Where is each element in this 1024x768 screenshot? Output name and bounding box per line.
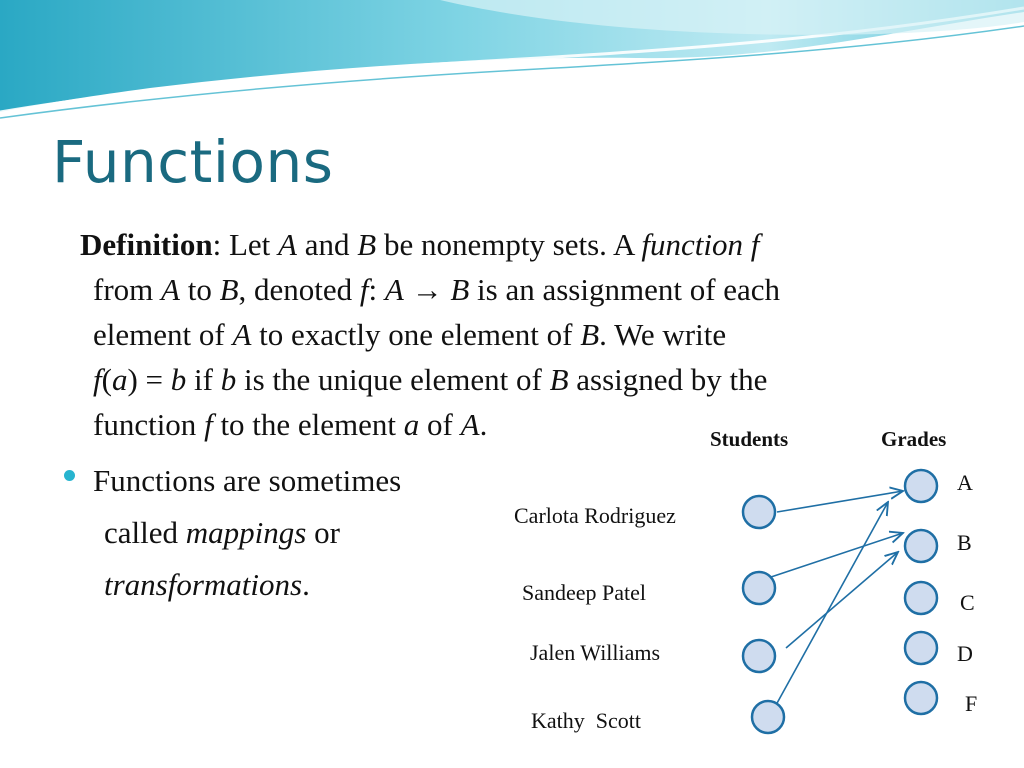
student-node xyxy=(743,572,775,604)
element-a: a xyxy=(403,407,420,442)
grade-label: C xyxy=(960,590,975,615)
set-b: B xyxy=(450,272,470,307)
grades-header: Grades xyxy=(881,427,947,451)
set-a: A xyxy=(232,317,252,352)
text-span: : Let xyxy=(212,227,279,262)
text-span: ) = xyxy=(127,362,171,397)
set-b: B xyxy=(549,362,569,397)
slide-title: Functions xyxy=(52,128,334,196)
element-b: b xyxy=(170,362,187,397)
text-span: is an assignment of each xyxy=(469,272,781,307)
term-transformations: transformations xyxy=(104,567,303,602)
student-node xyxy=(752,701,784,733)
text-span: of xyxy=(419,407,461,442)
text-span: if xyxy=(186,362,221,397)
function-symbol: f xyxy=(93,362,102,397)
mapping-arrow xyxy=(771,533,903,577)
students-header: Students xyxy=(710,427,789,451)
grade-node xyxy=(905,470,937,502)
set-b: B xyxy=(357,227,377,262)
element-b: b xyxy=(220,362,237,397)
text-span: . xyxy=(302,567,310,602)
text-span: from xyxy=(93,272,162,307)
text-span: : xyxy=(368,272,385,307)
text-span: . xyxy=(479,407,488,442)
text-span: . We write xyxy=(599,317,727,352)
student-node xyxy=(743,496,775,528)
grade-label: D xyxy=(957,641,973,666)
function-symbol: f xyxy=(204,407,213,442)
text-span: , denoted xyxy=(238,272,360,307)
arrow-symbol: → xyxy=(403,272,451,307)
term-mappings: mappings xyxy=(185,515,307,550)
element-a: a xyxy=(111,362,128,397)
student-node xyxy=(743,640,775,672)
grade-node xyxy=(905,530,937,562)
text-span: assigned by the xyxy=(568,362,768,397)
set-a: A xyxy=(278,227,297,262)
grade-node xyxy=(905,682,937,714)
grade-node xyxy=(905,632,937,664)
bullet-line-1: Functions are sometimes xyxy=(93,463,402,498)
function-term: function f xyxy=(641,227,760,262)
grade-label: B xyxy=(957,530,972,555)
set-a: A xyxy=(161,272,180,307)
set-b: B xyxy=(580,317,600,352)
student-label: Carlota Rodriguez xyxy=(514,503,676,528)
text-span: to xyxy=(179,272,220,307)
grade-label: A xyxy=(957,470,973,495)
grade-label: F xyxy=(965,691,978,716)
set-a: A xyxy=(460,407,480,442)
text-span: is the unique element of xyxy=(236,362,550,397)
set-a: A xyxy=(384,272,404,307)
text-span: and xyxy=(296,227,358,262)
mapping-arrow xyxy=(776,502,888,705)
text-span: or xyxy=(306,515,340,550)
text-span: be nonempty sets. A xyxy=(376,227,642,262)
text-span: called xyxy=(104,515,186,550)
text-span: to the element xyxy=(212,407,404,442)
student-label: Jalen Williams xyxy=(530,640,661,665)
student-label: Kathy Scott xyxy=(531,708,641,733)
text-span: element of xyxy=(93,317,233,352)
text-span: function xyxy=(93,407,205,442)
definition-term: Definition xyxy=(80,227,213,262)
text-span: ( xyxy=(101,362,112,397)
function-symbol: f xyxy=(359,272,369,307)
grade-node xyxy=(905,582,937,614)
text-span: to exactly one element of xyxy=(251,317,581,352)
set-b: B xyxy=(219,272,239,307)
student-label: Sandeep Patel xyxy=(522,580,647,605)
